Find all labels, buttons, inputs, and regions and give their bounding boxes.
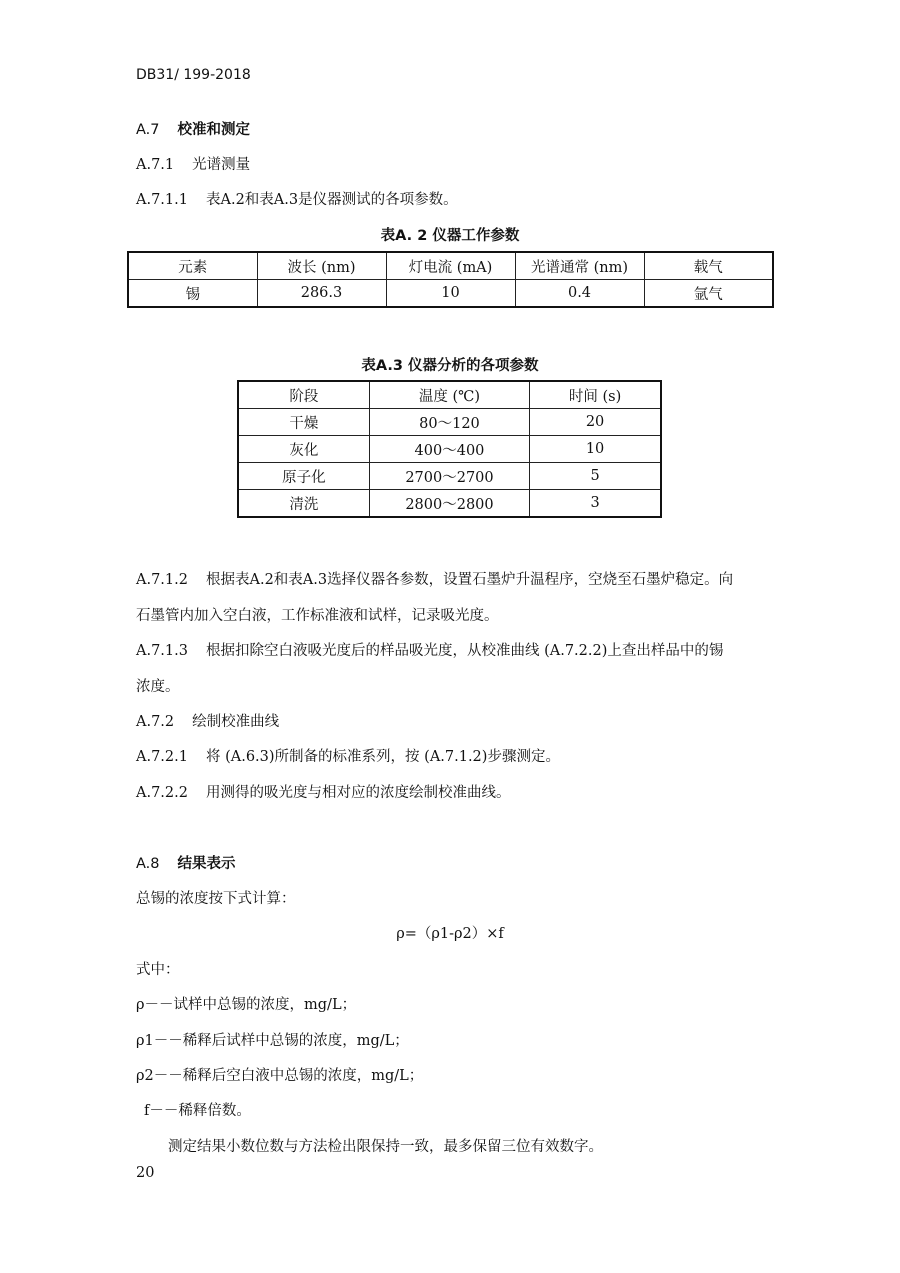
table-header-cell: 元素	[128, 252, 257, 280]
table-cell: 80～120	[369, 409, 529, 436]
table-cell: 清洗	[238, 490, 369, 518]
clause-number: A.7.1.3	[136, 643, 188, 659]
table-a3	[237, 380, 662, 518]
clause-a712	[136, 568, 733, 589]
table-cell: 2800～2800	[369, 490, 529, 518]
section-a8-heading	[136, 852, 236, 873]
table-cell: 干燥	[238, 409, 369, 436]
table-cell: 3	[530, 490, 661, 518]
section-a71-heading	[136, 153, 250, 174]
result-note: 测定结果小数位数与方法检出限保持一致，最多保留三位有效数字。	[168, 1139, 603, 1155]
section-number: A.7	[136, 122, 160, 138]
table-row	[238, 490, 661, 518]
table-row	[238, 436, 661, 463]
table-a2-caption: 表A. 2 仪器工作参数	[380, 228, 520, 244]
section-title: 光谱测量	[192, 157, 251, 173]
clause-text: 表A.2和表A.3是仪器测试的各项参数。	[205, 192, 458, 208]
section-number: A.8	[136, 856, 160, 872]
table-cell: 10	[530, 436, 661, 463]
table-header-cell: 温度 (℃)	[369, 381, 529, 409]
section-title: 绘制校准曲线	[192, 714, 280, 730]
table-a2	[127, 251, 774, 308]
section-number: A.7.2	[136, 714, 175, 730]
clause-a722	[136, 781, 510, 802]
table-cell: 0.4	[515, 280, 644, 308]
table-row	[128, 280, 773, 308]
table-a3-caption: 表A.3 仪器分析的各项参数	[361, 358, 539, 374]
table-header-cell: 阶段	[238, 381, 369, 409]
clause-a713	[136, 639, 723, 660]
clause-number: A.7.2.1	[136, 749, 188, 765]
clause-number: A.7.2.2	[136, 785, 188, 801]
table-header-row	[238, 381, 661, 409]
clause-a713-continuation: 浓度。	[136, 679, 180, 695]
table-cell: 400～400	[369, 436, 529, 463]
table-cell: 灰化	[238, 436, 369, 463]
table-cell: 5	[530, 463, 661, 490]
table-header-row	[128, 252, 773, 280]
page-number: 20	[136, 1165, 155, 1181]
table-cell: 286.3	[257, 280, 386, 308]
clause-text: 将 (A.6.3)所制备的标准系列，按 (A.7.1.2)步骤测定。	[205, 749, 560, 765]
table-cell: 原子化	[238, 463, 369, 490]
section-title: 校准和测定	[177, 122, 250, 138]
table-cell: 氩气	[644, 280, 773, 308]
table-cell: 20	[530, 409, 661, 436]
section-number: A.7.1	[136, 157, 175, 173]
table-cell: 锡	[128, 280, 257, 308]
table-header-cell: 灯电流 (mA)	[386, 252, 515, 280]
clause-text: 根据表A.2和表A.3选择仪器各参数，设置石墨炉升温程序，空烧至石墨炉稳定。向	[205, 572, 734, 588]
clause-number: A.7.1.1	[136, 192, 188, 208]
table-header-cell: 时间 (s)	[530, 381, 661, 409]
clause-text: 根据扣除空白液吸光度后的样品吸光度，从校准曲线 (A.7.2.2)上查出样品中的锡	[205, 643, 724, 659]
clause-a712-continuation: 石墨管内加入空白液，工作标准液和试样，记录吸光度。	[136, 608, 499, 624]
document-id: DB31/ 199-2018	[136, 67, 251, 83]
section-a7-heading	[136, 118, 250, 139]
table-cell: 2700～2700	[369, 463, 529, 490]
result-intro: 总锡的浓度按下式计算：	[136, 891, 296, 907]
clause-a721	[136, 745, 560, 766]
table-cell: 10	[386, 280, 515, 308]
formula: ρ=（ρ1-ρ2）×f	[396, 926, 504, 942]
definition-f: f－－稀释倍数。	[144, 1103, 251, 1119]
clause-number: A.7.1.2	[136, 572, 188, 588]
definition-rho1: ρ1－－稀释后试样中总锡的浓度，mg/L；	[136, 1033, 409, 1049]
section-title: 结果表示	[177, 856, 236, 872]
table-header-cell: 光谱通常 (nm)	[515, 252, 644, 280]
definition-rho: ρ－－试样中总锡的浓度，mg/L；	[136, 997, 357, 1013]
clause-a711	[136, 188, 458, 209]
where-label: 式中：	[136, 962, 180, 978]
table-row	[238, 409, 661, 436]
definition-rho2: ρ2－－稀释后空白液中总锡的浓度，mg/L；	[136, 1068, 424, 1084]
table-header-cell: 波长 (nm)	[257, 252, 386, 280]
table-row	[238, 463, 661, 490]
clause-text: 用测得的吸光度与相对应的浓度绘制校准曲线。	[205, 785, 511, 801]
section-a72-heading	[136, 710, 279, 731]
table-header-cell: 载气	[644, 252, 773, 280]
